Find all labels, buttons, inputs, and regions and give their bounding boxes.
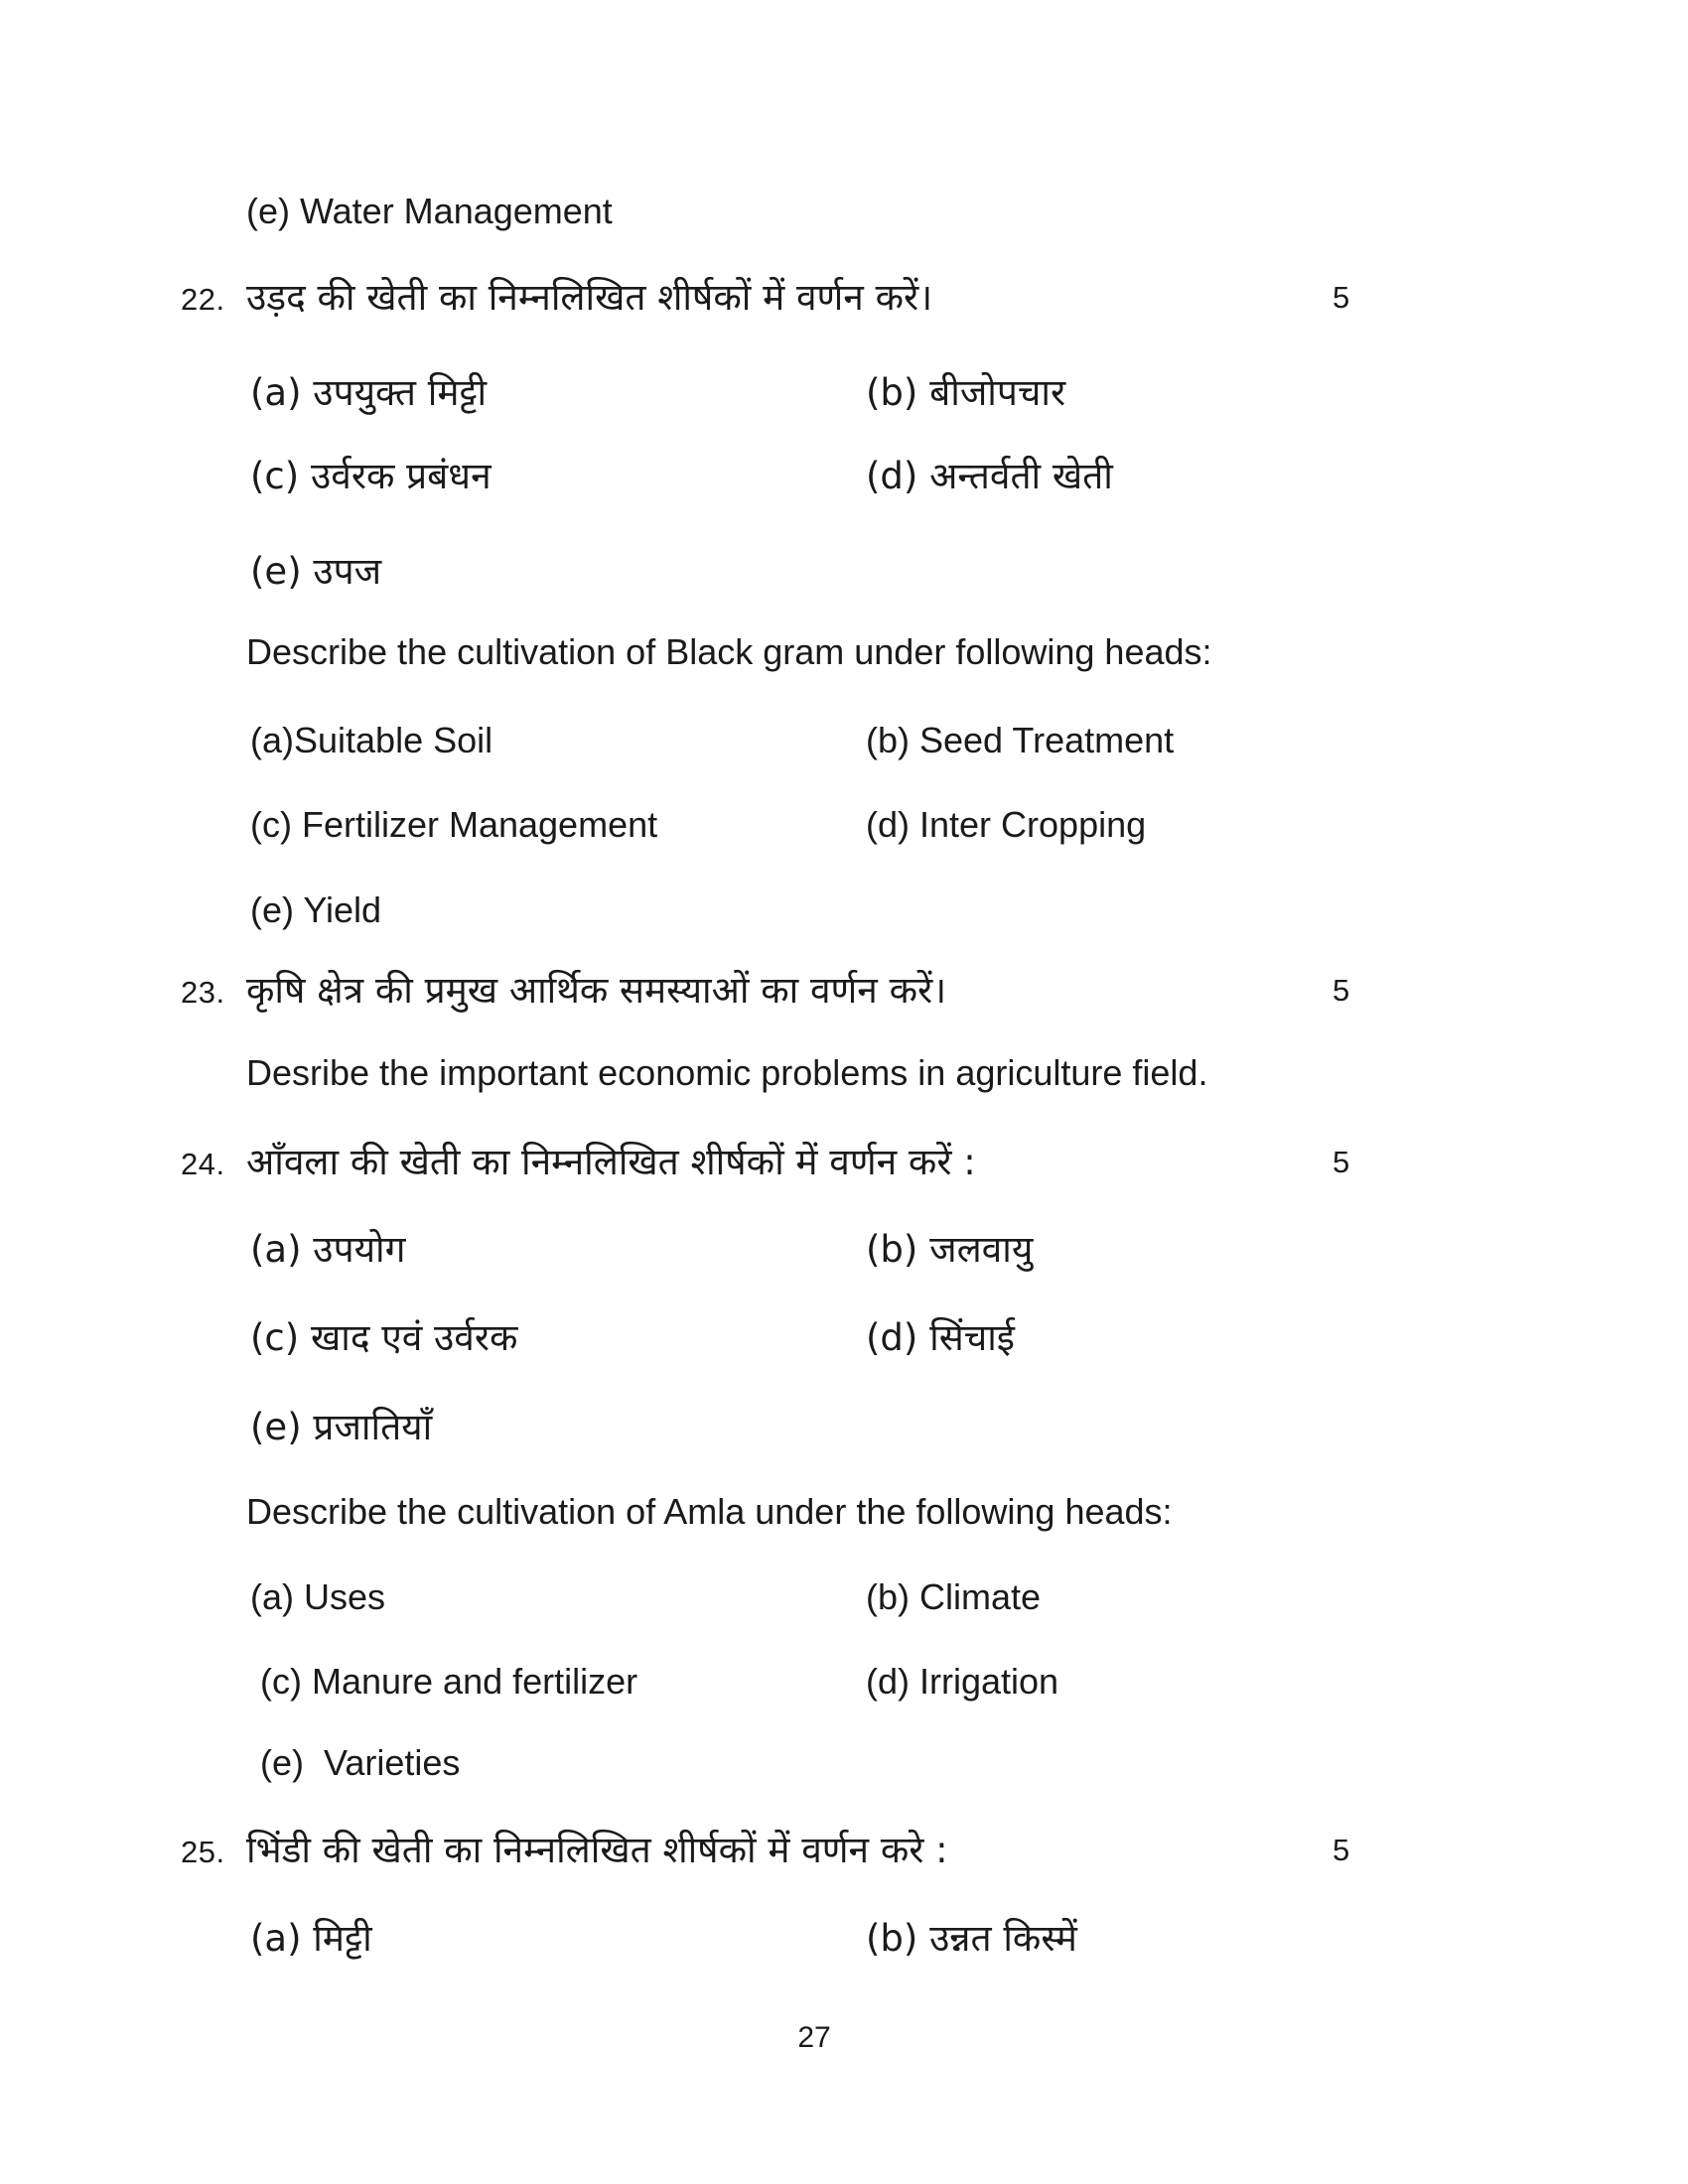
page-number: 27 <box>797 2021 831 2054</box>
q24-english-options-row-2 <box>0 1661 1688 1720</box>
q22-hindi-options-row-2 <box>0 449 1688 508</box>
q21-option-e: (e) Water Management <box>246 191 613 231</box>
q23-marks: 5 <box>1333 973 1350 1008</box>
q22-hindi-text: उड़द की खेती का निम्नलिखित शीर्षकों में वर्णन करें। <box>246 276 933 319</box>
question-24 <box>0 1135 1688 1194</box>
q24-english-option-d: (d) Irrigation <box>866 1661 1059 1702</box>
question-22 <box>0 270 1688 330</box>
q22-hindi-option-b: (b) बीजोपचार <box>866 371 1066 414</box>
q24-hindi-options-row-1 <box>0 1222 1688 1282</box>
q22-hindi-option-e: (e) उपज <box>250 550 382 593</box>
q22-hindi-options-row-3 <box>0 544 1688 604</box>
q24-hindi-option-d: (d) सिंचाई <box>866 1316 1015 1359</box>
q24-hindi-option-a: (a) उपयोग <box>250 1228 406 1271</box>
q24-marks: 5 <box>1333 1145 1350 1179</box>
q25-hindi-options-row-1 <box>0 1911 1688 1971</box>
q24-english-option-e: (e) Varieties <box>260 1742 461 1783</box>
q22-english-row <box>0 631 1688 691</box>
q22-english-option-a: (a)Suitable Soil <box>250 720 493 760</box>
q25-marks: 5 <box>1333 1833 1350 1867</box>
q23-number: 23. <box>181 975 225 1010</box>
q24-english-row <box>0 1491 1688 1551</box>
q22-english-options-row-2 <box>0 804 1688 864</box>
q22-hindi-option-a: (a) उपयुक्त मिट्टी <box>250 371 488 414</box>
q24-english-options-row-3 <box>0 1742 1688 1802</box>
q21-option-e-row <box>0 191 1688 250</box>
q23-english-text: Desribe the important economic problems in agriculture field. <box>246 1052 1208 1093</box>
q22-number: 22. <box>181 282 225 317</box>
q24-hindi-options-row-3 <box>0 1400 1688 1459</box>
q22-hindi-option-d: (d) अन्तर्वती खेती <box>866 455 1113 497</box>
q24-number: 24. <box>181 1147 225 1181</box>
q22-hindi-options-row-1 <box>0 365 1688 425</box>
q22-marks: 5 <box>1333 280 1350 315</box>
question-23 <box>0 963 1688 1023</box>
q22-english-options-row-1 <box>0 720 1688 779</box>
q24-hindi-option-c: (c) खाद एवं उर्वरक <box>250 1316 518 1359</box>
q22-english-options-row-3 <box>0 889 1688 949</box>
q23-english-row <box>0 1052 1688 1112</box>
q22-english-option-e: (e) Yield <box>250 889 382 930</box>
q24-english-option-b: (b) Climate <box>866 1576 1042 1617</box>
q22-english-text: Describe the cultivation of Black gram under following heads: <box>246 631 1212 672</box>
q22-english-option-c: (c) Fertilizer Management <box>250 804 658 845</box>
q25-hindi-option-b: (b) उन्नत किस्में <box>866 1917 1077 1960</box>
q23-hindi-text: कृषि क्षेत्र की प्रमुख आर्थिक समस्याओं का वर्णन करें। <box>246 969 947 1012</box>
q22-hindi-option-c: (c) उर्वरक प्रबंधन <box>250 455 492 497</box>
q24-hindi-text: आँवला की खेती का निम्नलिखित शीर्षकों में वर्णन करें : <box>246 1141 976 1183</box>
q25-hindi-text: भिंडी की खेती का निम्नलिखित शीर्षकों में वर्णन करे : <box>246 1829 948 1871</box>
q24-hindi-option-e: (e) प्रजातियाँ <box>250 1406 433 1448</box>
q25-number: 25. <box>181 1835 225 1869</box>
q22-english-option-d: (d) Inter Cropping <box>866 804 1147 845</box>
q24-english-option-a: (a) Uses <box>250 1576 386 1617</box>
q24-hindi-option-b: (b) जलवायु <box>866 1228 1034 1271</box>
q25-hindi-option-a: (a) मिट्टी <box>250 1917 372 1960</box>
q24-english-options-row-1 <box>0 1576 1688 1636</box>
q24-english-option-c: (c) Manure and fertilizer <box>260 1661 638 1702</box>
q22-english-option-b: (b) Seed Treatment <box>866 720 1175 760</box>
question-25 <box>0 1823 1688 1882</box>
q24-english-text: Describe the cultivation of Amla under the following heads: <box>246 1491 1173 1532</box>
q24-hindi-options-row-2 <box>0 1310 1688 1370</box>
